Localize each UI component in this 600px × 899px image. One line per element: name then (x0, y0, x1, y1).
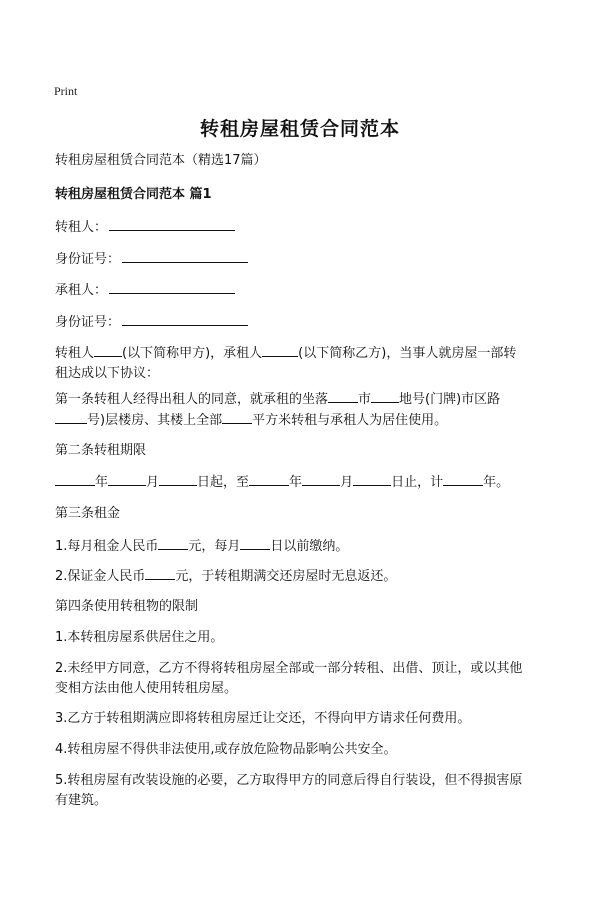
blank (55, 410, 87, 424)
article-2-heading: 第二条转租期限 (55, 443, 147, 458)
article-3-heading: 第三条租金 (55, 506, 121, 521)
term-year2: 年 (289, 475, 303, 490)
article1-text-a: 第一条转租人经得出租人的同意，就承租的坐落 (55, 392, 329, 407)
intro-text-3: (以下简称乙方)，当事人就房屋一部转 (298, 346, 517, 361)
rent-text-b: 元，每月 (188, 539, 241, 554)
article-4-heading: 第四条使用转租物的限制 (55, 599, 199, 614)
blank (262, 343, 298, 357)
sublessor-blank (109, 216, 235, 231)
restriction-1: 1.本转租房屋系供居住之用。 (55, 630, 224, 645)
article1-text-b: 市 (358, 392, 372, 407)
restriction-5 (55, 771, 555, 811)
blank (328, 389, 358, 403)
term-month1: 月 (146, 475, 160, 490)
article-1 (55, 389, 555, 431)
lessee-label: 承租人： (55, 283, 108, 298)
lessee-blank (109, 279, 235, 294)
term-day-to: 日止，计 (391, 475, 444, 490)
rent-text-c: 日以前缴纳。 (270, 539, 349, 554)
id-field-2 (55, 311, 555, 333)
restriction-5-line-2: 有建筑。 (55, 793, 108, 808)
term-month2: 月 (340, 475, 354, 490)
restriction-3: 3.乙方于转租期满应即将转租房屋迁让交还，不得向甲方请求任何费用。 (55, 711, 471, 726)
blank (249, 472, 289, 486)
deposit-text-b: 元，于转租期满交还房屋时无息返还。 (175, 569, 397, 584)
blank (443, 472, 483, 486)
restriction-4: 4.转租房屋不得供非法使用,或存放危险物品影响公共安全。 (55, 742, 397, 757)
intro-text-4: 租达成以下协议： (55, 366, 160, 381)
print-link[interactable]: Print (54, 84, 78, 98)
intro-paragraph (55, 343, 555, 384)
blank (353, 472, 391, 486)
article1-text-e: 平方米转租与承租人为居住使用。 (252, 413, 448, 428)
article1-text-c: 地号(门牌)市区路 (399, 392, 501, 407)
id-blank-1 (122, 248, 248, 263)
id-label-2: 身份证号： (55, 315, 121, 330)
blank (371, 389, 399, 403)
restriction-2 (55, 659, 555, 699)
intro-text-1: 转租人 (55, 346, 95, 361)
id-blank-2 (122, 311, 248, 326)
term-day-from: 日起，至 (197, 475, 250, 490)
sublessor-label: 转租人： (55, 220, 108, 235)
subtitle: 转租房屋租赁合同范本（精选17篇） (55, 153, 267, 168)
restriction-2-line-2: 变相方法由他人使用转租房屋。 (55, 681, 238, 696)
rent-text-a: 1.每月租金人民币 (55, 539, 159, 554)
section-heading: 转租房屋租赁合同范本 篇1 (55, 187, 212, 202)
blank (159, 472, 197, 486)
id-label-1: 身份证号： (55, 252, 121, 267)
restriction-5-line-1: 5.转租房屋有改装设施的必要，乙方取得甲方的同意后得自行装设，但不得损害原 (55, 773, 523, 788)
rent-line (55, 536, 555, 557)
lessee-field (55, 279, 555, 301)
blank (55, 472, 95, 486)
sublessor-field (55, 216, 555, 238)
blank (94, 343, 122, 357)
blank (108, 472, 146, 486)
article1-text-d: 号)层楼房、其楼上全部 (87, 413, 223, 428)
term-year3: 年。 (483, 475, 510, 490)
restriction-2-line-1: 2.未经甲方同意，乙方不得将转租房屋全部或一部分转租、出借、顶让，或以其他 (55, 661, 523, 676)
intro-text-2: (以下简称甲方)，承租人 (122, 346, 263, 361)
document-title: 转租房屋租赁合同范本 (199, 118, 400, 140)
blank (158, 536, 188, 550)
id-field-1 (55, 248, 555, 270)
blank (145, 566, 175, 580)
blank (222, 410, 252, 424)
blank (240, 536, 270, 550)
term-year1: 年 (95, 475, 109, 490)
blank (302, 472, 340, 486)
deposit-text-a: 2.保证金人民币 (55, 569, 146, 584)
deposit-line (55, 566, 555, 587)
term-line (55, 472, 555, 493)
